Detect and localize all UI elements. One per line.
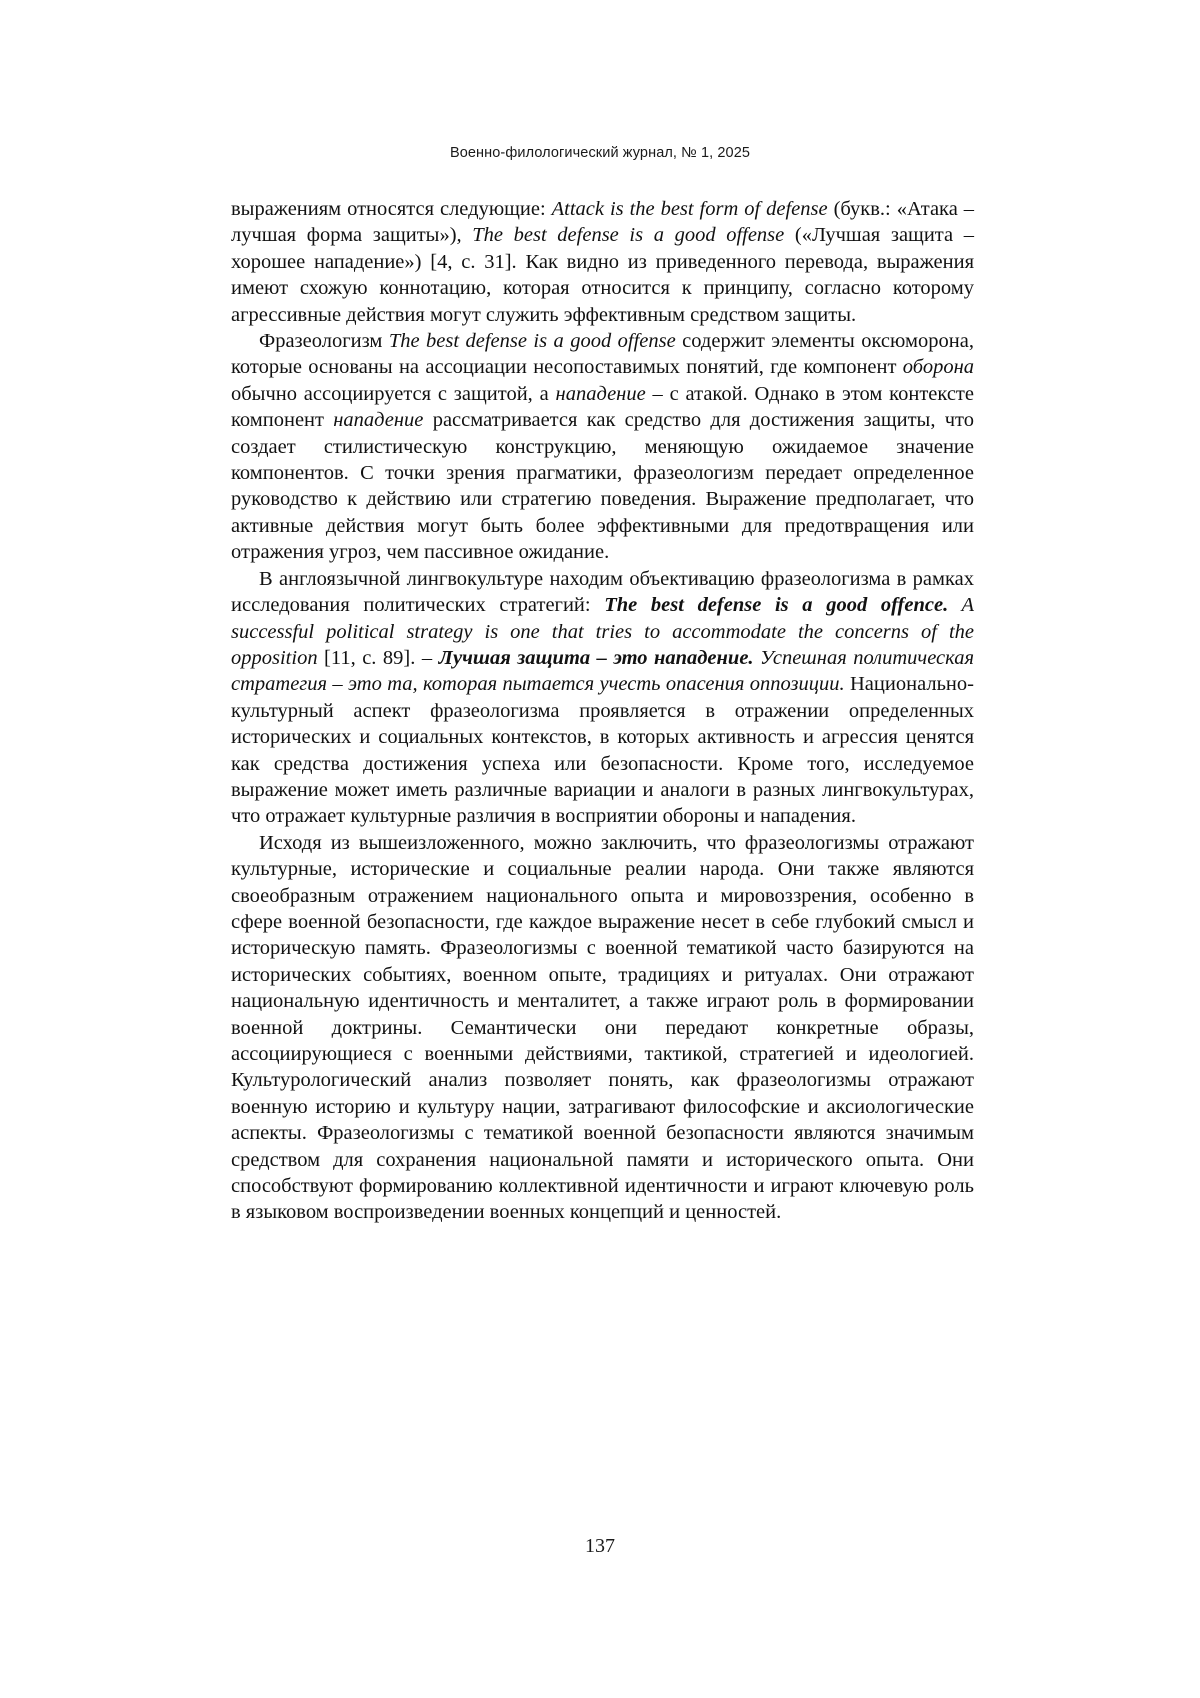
text-run: – с атакой. Однако в этом контексте компонент [231, 382, 974, 432]
text-run: В англоязычной лингвокультуре находим объективацию фразеологизма в рамках исследования политических стратегий: [231, 567, 974, 617]
example-headword-en: The best defense is a good offence. [604, 594, 949, 617]
term-oborona: оборона [902, 356, 974, 379]
text-run: (букв.: «Атака – лучшая форма защиты») [231, 198, 974, 247]
paragraph-2 [231, 328, 974, 566]
text-run: Фразеологизм [259, 330, 389, 353]
example-headword-ru: Лучшая защита – это нападение. [438, 646, 754, 669]
body-text [231, 196, 974, 1226]
text-run: выражениям относятся следующие: [231, 198, 552, 220]
term-napadenie: нападение [333, 409, 424, 432]
text-run: рассматривается как средство для достижения защиты, что создает стилистическую конструкцию, меняющую ожидаемое значение компонентов. С точки зрения прагматики, фразеологизм передает определенное руководство к действию или стратегию поведения. Выражение предполагает, что активные действия могут быть более эффективными для предотвращения или отражения угроз, чем пассивное ожидание. [231, 409, 974, 564]
citation: [11, с. 89]. – [317, 646, 439, 669]
english-phrase: , The best defense is a good offense [456, 224, 785, 247]
english-phrase: Attack is the best form of defense [551, 198, 828, 220]
running-header: Военно-филологический журнал, № 1, 2025 [449, 145, 751, 161]
example-sentence-en: A successful political strategy is one that tries to accommodate the concerns of the opposition [231, 594, 975, 669]
example-sentence-ru: Успешная политическая стратегия – это та, которая пытается учесть опасения оппозиции. [231, 646, 974, 696]
text-run: («Лучшая защита – хорошее нападение») [4, с. 31]. Как видно из приведенного перевода, выражения имеют схожую коннотацию, которая относится к принципу, согласно которому агрессивные действия могут служить эффективным средством защиты. [231, 224, 974, 326]
text-run: обычно ассоциируется с защитой, а [231, 382, 556, 405]
page-number: 137 [585, 1535, 615, 1557]
paragraph-3 [231, 566, 974, 830]
text-run: Национально-культурный аспект фразеологизма проявляется в отражении определенных исторических и социальных контекстов, в которых активность и агрессия ценятся как средства достижения успеха или безопасности. Кроме того, исследуемое выражение может иметь различные вариации и аналоги в разных лингвокультурах, что отражает культурные различия в восприятии обороны и нападения. [231, 673, 974, 828]
paragraph-1 [231, 196, 974, 328]
term-napadenie: нападение [555, 382, 646, 405]
paragraph-4 [231, 830, 974, 1226]
text-run: содержит элементы оксюморона, которые основаны на ассоциации несопоставимых понятий, где компонент [231, 330, 974, 379]
text-run: Исходя из вышеизложенного, можно заключить, что фразеологизмы отражают культурные, исторические и социальные реалии народа. Они также являются своеобразным отражением национального опыта и мировоззрения, особенно в сфере военной безопасности, где каждое выражение несет в себе глубокий смысл и историческую память. Фразеологизмы с военной тематикой часто базируются на исторических событиях, военном опыте, традициях и ритуалах. Они отражают национальную идентичность и менталитет, а также играют роль в формировании военной доктрины. Семантически они передают конкретные образы, ассоциирующиеся с военными действиями, тактикой, стратегией и идеологией. Культурологический анализ позволяет понять, как фразеологизмы отражают военную историю и культуру нации, затрагивают философские и аксиологические аспекты. Фразеологизмы с тематикой военной безопасности являются значимым средством для сохранения национальной памяти и исторического опыта. Они способствуют формированию коллективной идентичности и играют ключевую роль в языковом воспроизведении военных концепций и ценностей. [231, 831, 974, 1224]
english-phrase: The best defense is a good offense [388, 330, 676, 353]
